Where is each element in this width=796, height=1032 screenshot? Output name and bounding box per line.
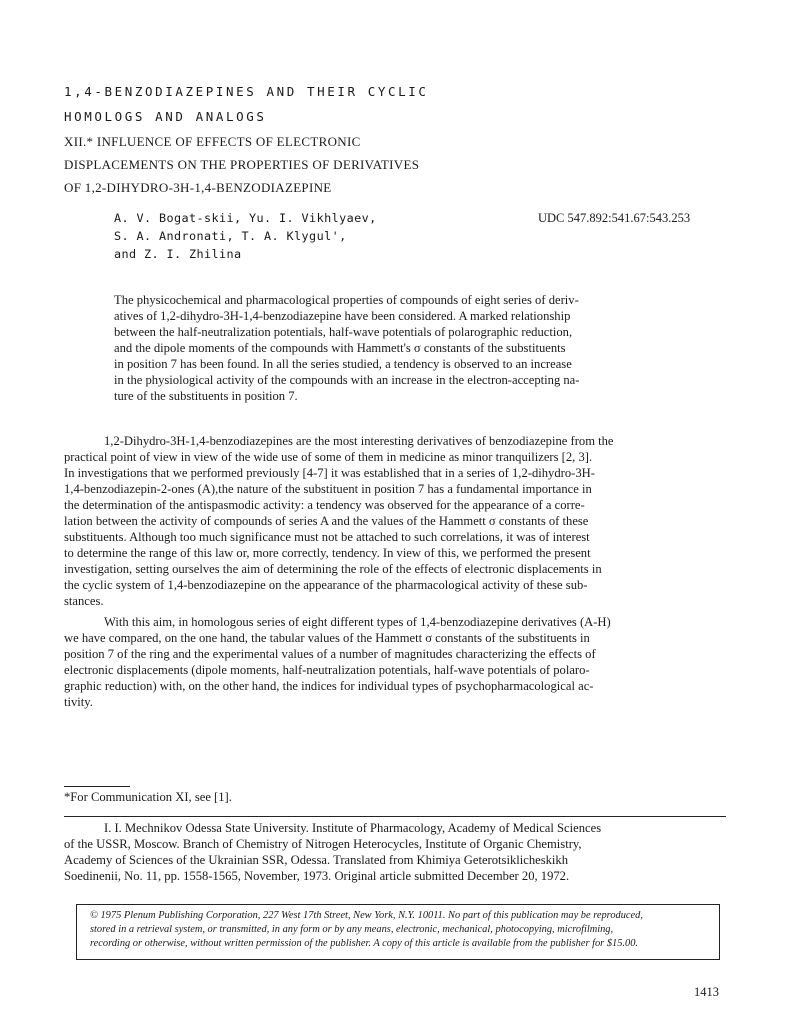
- affiliation-line: Soedinenii, No. 11, pp. 1558-1565, November, 1973. Original article submitted December 20, 1972.: [64, 869, 570, 883]
- body-line: With this aim, in homologous series of eight different types of 1,4-benzodiazepine derivatives (A-H): [104, 615, 611, 629]
- title-line-4: DISPLACEMENTS ON THE PROPERTIES OF DERIVATIVES: [64, 157, 420, 172]
- affiliation-line: of the USSR, Moscow. Branch of Chemistry of Nitrogen Heterocycles, Institute of Organic Chemistry,: [64, 837, 582, 851]
- abstract-line: between the half-neutralization potentials, half-wave potentials of polarographic reduction,: [114, 325, 573, 339]
- copyright-line: recording or otherwise, without written permission of the publisher. A copy of this article is available from the publisher for $15.00.: [90, 938, 638, 949]
- abstract-line: atives of 1,2-dihydro-3H-1,4-benzodiazepine have been considered. A marked relationship: [114, 309, 571, 323]
- body-line: substituents. Although too much significance must not be attached to such correlations, it was of interest: [64, 530, 590, 544]
- abstract-line: in position 7 has been found. In all the series studied, a tendency is observed to an increase: [114, 357, 572, 371]
- abstract-line: The physicochemical and pharmacological properties of compounds of eight series of deriv-: [114, 293, 579, 307]
- title-line-3: XII.* INFLUENCE OF EFFECTS OF ELECTRONIC: [64, 134, 361, 149]
- authors-line-3: and Z. I. Zhilina: [114, 247, 242, 261]
- authors-line-1: A. V. Bogat-skii, Yu. I. Vikhlyaev,: [114, 211, 377, 225]
- footnote: *For Communication XI, see [1].: [64, 790, 232, 804]
- affiliation-line: I. I. Mechnikov Odessa State University. Institute of Pharmacology, Academy of Medical Sciences: [104, 821, 602, 835]
- body-line: graphic reduction) with, on the other hand, the indices for individual types of psychopharmacological ac-: [64, 679, 594, 693]
- body-line: 1,4-benzodiazepin-2-ones (A),the nature of the substituent in position 7 has a fundamental importance in: [64, 482, 592, 496]
- body-line: practical point of view in view of the wide use of some of them in medicine as minor tranquilizers [2, 3].: [64, 450, 593, 464]
- title-line-5: OF 1,2-DIHYDRO-3H-1,4-BENZODIAZEPINE: [64, 180, 332, 195]
- body-line: to determine the range of this law or, more correctly, tendency. In view of this, we performed the present: [64, 546, 591, 560]
- body-line: position 7 of the ring and the experimental values of a number of magnitudes characterizing the effects of: [64, 647, 596, 661]
- abstract-line: and the dipole moments of the compounds with Hammett's σ constants of the substituents: [114, 341, 566, 355]
- body-line: 1,2-Dihydro-3H-1,4-benzodiazepines are the most interesting derivatives of benzodiazepine from the: [104, 434, 614, 448]
- body-line: lation between the activity of compounds of series A and the values of the Hammett σ constants of these: [64, 514, 589, 528]
- footnote-rule: [64, 786, 130, 787]
- body-line: tivity.: [64, 695, 93, 709]
- copyright-line: © 1975 Plenum Publishing Corporation, 227 West 17th Street, New York, N.Y. 10011. No part of this publication may be reproduced,: [90, 910, 643, 921]
- abstract-line: ture of the substituents in position 7.: [114, 389, 298, 403]
- body-line: we have compared, on the one hand, the tabular values of the Hammett σ constants of the substituents in: [64, 631, 590, 645]
- title-line-2: HOMOLOGS AND ANALOGS: [64, 109, 267, 124]
- affiliation-line: Academy of Sciences of the Ukrainian SSR, Odessa. Translated from Khimiya Geterotsiklicheskikh: [64, 853, 569, 867]
- abstract-line: in the physiological activity of the compounds with an increase in the electron-accepting na-: [114, 373, 580, 387]
- body-line: the determination of the antispasmodic activity: a tendency was observed for the appearance of a corre-: [64, 498, 585, 512]
- body-line: the cyclic system of 1,4-benzodiazepine on the appearance of the pharmacological activity of these sub-: [64, 578, 588, 592]
- body-line: investigation, setting ourselves the aim of determining the role of the effects of electronic displacements in: [64, 562, 602, 576]
- affiliation-rule: [64, 816, 726, 817]
- page-number: 1413: [694, 985, 719, 999]
- title-line-1: 1,4-BENZODIAZEPINES AND THEIR CYCLIC: [64, 84, 429, 99]
- body-line: In investigations that we performed previously [4-7] it was established that in a series of 1,2-dihydro-3H-: [64, 466, 595, 480]
- copyright-line: stored in a retrieval system, or transmitted, in any form or by any means, electronic, mechanical, photocopying, microfilming,: [90, 924, 614, 935]
- udc-code: UDC 547.892:541.67:543.253: [538, 211, 691, 225]
- authors-line-2: S. A. Andronati, T. A. Klygul',: [114, 229, 347, 243]
- body-line: electronic displacements (dipole moments, half-neutralization potentials, half-wave potentials of polaro-: [64, 663, 590, 677]
- body-line: stances.: [64, 594, 104, 608]
